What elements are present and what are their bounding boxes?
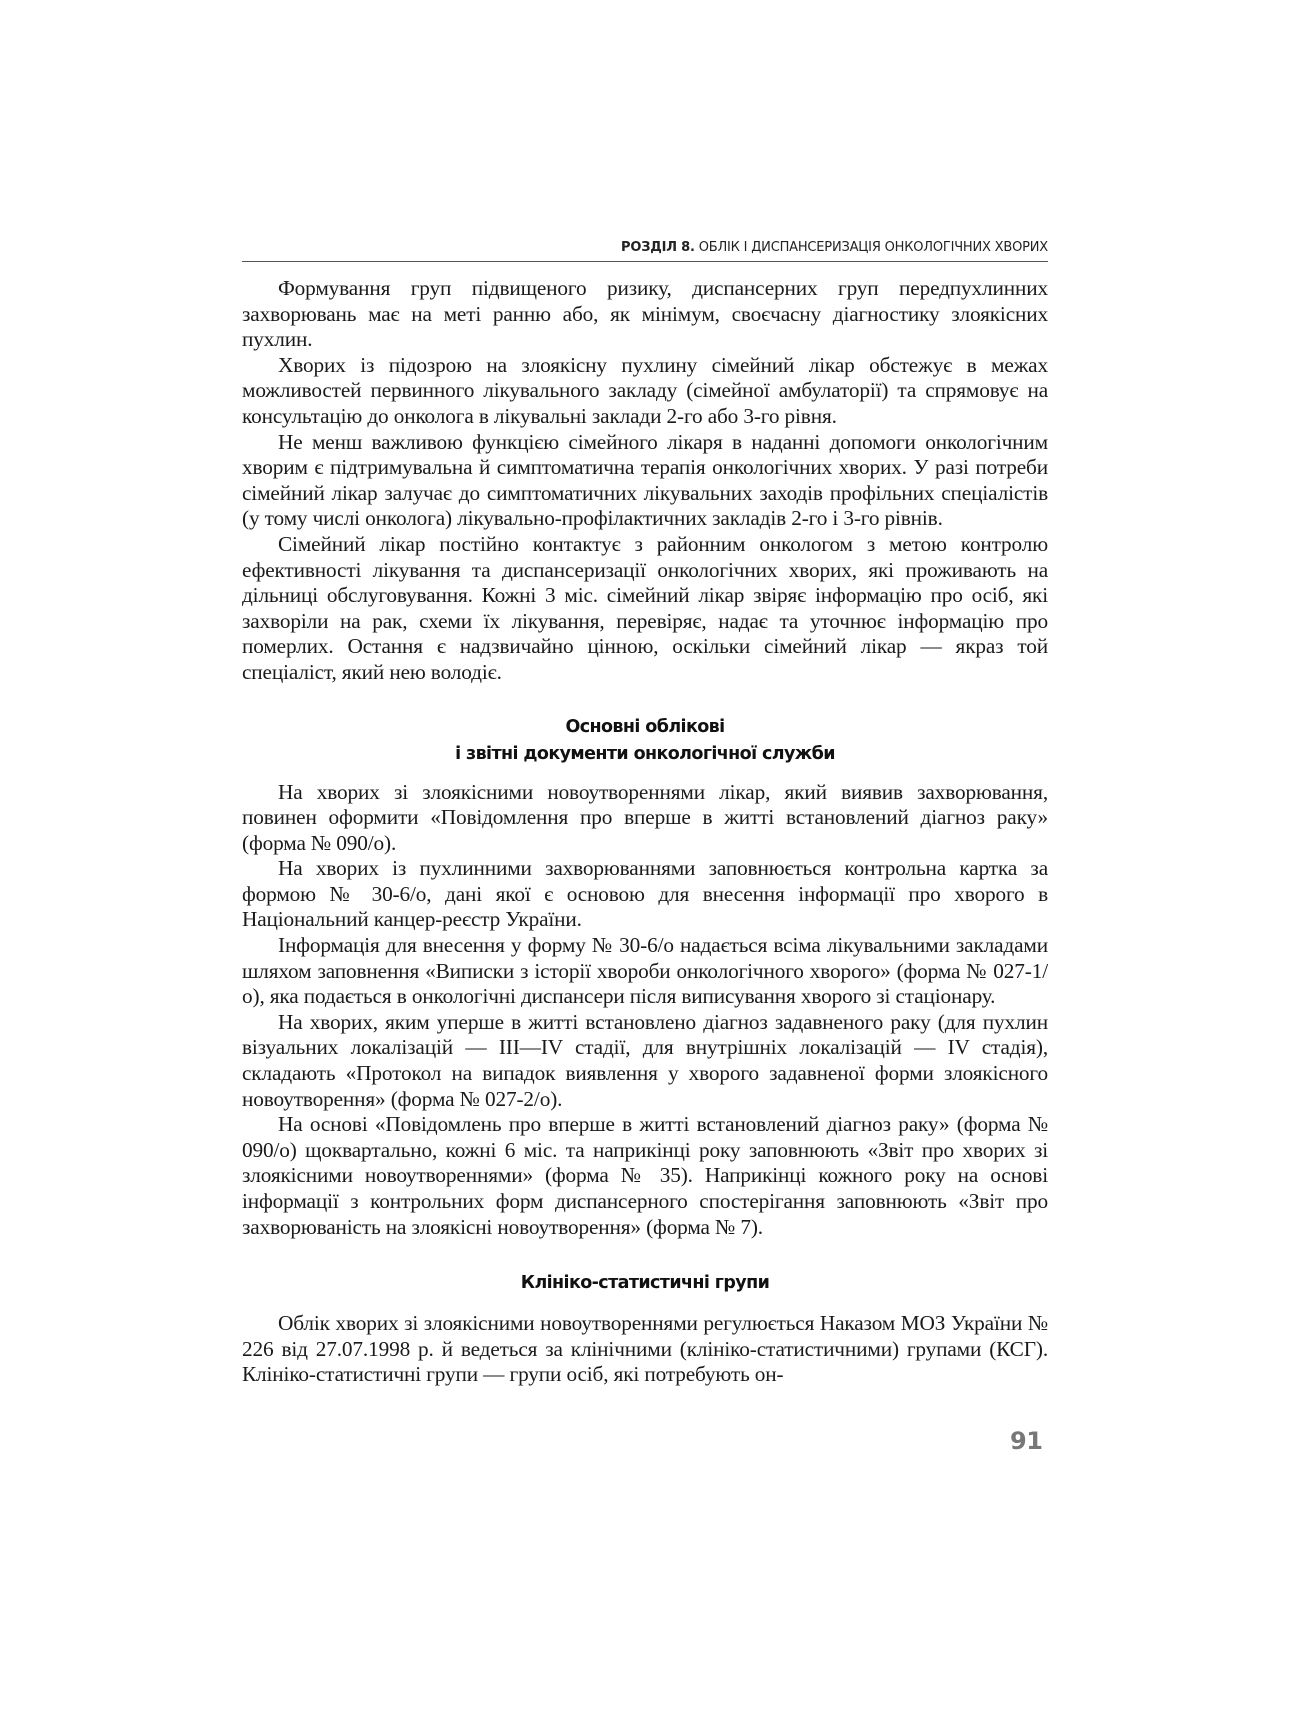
running-head-section: РОЗДІЛ 8. <box>621 240 695 255</box>
section-heading-groups: Клініко-статистичні групи <box>520 1273 770 1294</box>
paragraph: На хворих зі злоякісними новоутвореннями лікар, який виявив захворювання, повинен оформити «Повідомлення про вперше в житті встановлений діагноз раку» (форма № 090/о). <box>242 779 1048 855</box>
paragraph: Формування груп підвищеного ризику, диспансерних груп передпухлинних захворювань має на меті ранню або, як мінімум, своєчасну діагностику злоякісних пухлин. <box>242 276 1048 352</box>
paragraph: На хворих із пухлинними захворюваннями заповнюється контрольна картка за формою № 30-6/о, дані якої є основою для внесення інформації про хворого в Національний канцер-реєстр України. <box>242 856 1048 932</box>
paragraph: Хворих із підозрою на злоякісну пухлину сімейний лікар обстежує в межах можливостей первинного лікувального закладу (сімейної амбулаторії) та спрямовує на консультацію до онколога в лікувальні заклади 2-го або 3-го рівня. <box>242 352 1048 428</box>
book-page <box>242 240 1048 1388</box>
paragraph: Не менш важливою функцією сімейного лікаря в наданні допомоги онкологічним хворим є підтримувальна й симптоматична терапія онкологічних хворих. У разі потреби сімейний лікар залучає до симптоматичних лікувальних заходів профільних спеціалістів (у тому числі онколога) лікувально-профілактичних закладів 2-го і 3-го рівнів. <box>242 429 1048 531</box>
page-number: 91 <box>1010 1427 1043 1455</box>
heading-line: Основні облікові <box>565 716 725 737</box>
running-head-title: ОБЛІК І ДИСПАНСЕРИЗАЦІЯ ОНКОЛОГІЧНИХ ХВОРИХ <box>698 240 1048 255</box>
paragraph: Сімейний лікар постійно контактує з районним онкологом з метою контролю ефективності лікування та диспансеризації онкологічних хворих, які проживають на дільниці обслуговування. Кожні 3 міс. сімейний лікар звіряє інформацію про осіб, які захворіли на рак, схеми їх лікування, перевіряє, надає та уточнює інформацію про померлих. Остання є надзвичайно цінною, оскільки сімейний лікар — якраз той спеціаліст, який нею володіє. <box>242 531 1048 684</box>
heading-line: і звітні документи онкологічної служби <box>455 743 835 764</box>
running-head <box>242 240 1048 262</box>
section-heading-documents <box>242 714 1048 768</box>
paragraph: На хворих, яким уперше в житті встановлено діагноз задавненого раку (для пухлин візуальних локалізацій — III—IV стадії, для внутрішніх локалізацій — IV стадія), складають «Протокол на випадок виявлення у хворого задавненої форми злоякісного новоутворення» (форма № 027-2/о). <box>242 1009 1048 1111</box>
body-text <box>242 276 1048 1388</box>
paragraph: На основі «Повідомлень про вперше в житті встановлений діагноз раку» (форма № 090/о) щоквартально, кожні 6 міс. та наприкінці року заповнюють «Звіт про хворих зі злоякісними новоутвореннями» (форма № 35). Наприкінці кожного року на основі інформації з контрольних форм диспансерного спостерігання заповнюють «Звіт про захворюваність на злоякісні новоутворення» (форма № 7). <box>242 1112 1048 1239</box>
paragraph: Облік хворих зі злоякісними новоутвореннями регулюється Наказом МОЗ України № 226 від 27.07.1998 р. й ведеться за клінічними (клініко-статистичними) групами (КСГ). Клініко-статистичні групи — групи осіб, які потребують он- <box>242 1311 1048 1387</box>
paragraph: Інформація для внесення у форму № 30-6/о надається всіма лікувальними закладами шляхом заповнення «Виписки з історії хвороби онкологічного хворого» (форма № 027-1/о), яка подається в онкологічні диспансери після виписування хворого зі стаціонару. <box>242 933 1048 1009</box>
